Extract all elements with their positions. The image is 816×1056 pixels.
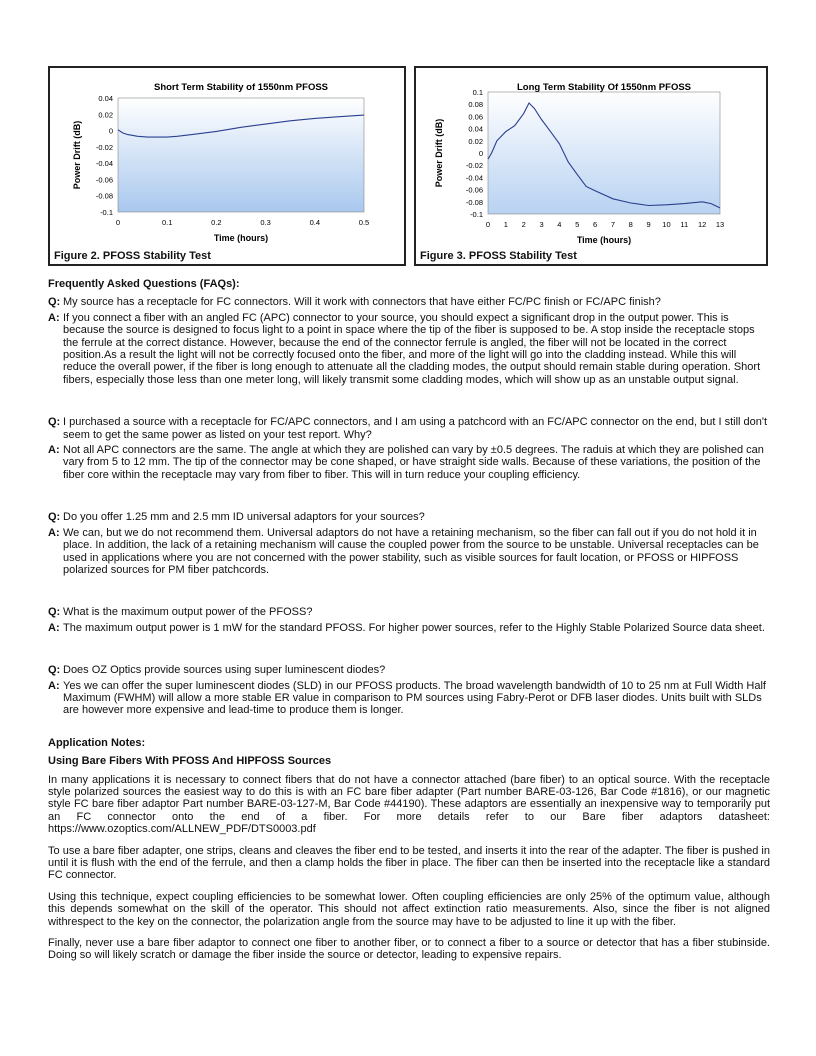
faq-item [48,416,770,481]
answer-text: Yes we can offer the super luminescent diodes (SLD) in our PFOSS products. The broad wavelength bandwidth of 10 to 25 nm at Full Width Half Maximum (FWHM) will allow a more stable ER value in comparison to PM sources using Fabry-Perot or DFB laser diodes. Units built with SLDs are however more expensive and lead-time to produce them is longer. [63,679,766,717]
question-text: Does OZ Optics provide sources using super luminescent diodes? [63,664,386,677]
question-text: What is the maximum output power of the PFOSS? [63,606,313,619]
app-note-paragraph: Using this technique, expect coupling efficiencies to be somewhat lower. Often coupling efficiencies are only 25% of the optimum value, although this depends somewhat on the skill of the operator. This should not affect extinction ratio measurements. Also, since the fiber is not aligned withrespect to the key on the connector, the polarization angle from the source may have to be adjusted to line it up with the fiber. [48,890,770,928]
answer-label: A: [48,311,60,324]
figure-2 [48,66,406,266]
plot-area [488,92,720,214]
short-term-stability-chart [50,68,404,264]
chart-title: Long Term Stability Of 1550nm PFOSS [516,82,692,93]
x-tick-label: 9 [646,220,651,229]
y-tick-label: -0.02 [95,142,113,152]
chart-title: Short Term Stability of 1550nm PFOSS [153,82,329,93]
figure-divider [406,66,414,266]
x-tick-label: 0.3 [260,218,271,227]
y-tick-label: -0.04 [95,159,113,169]
x-tick-label: 13 [715,220,725,229]
faq-item [48,296,770,386]
x-axis-label: Time (hours) [213,233,269,243]
answer-text: We can, but we do not recommend them. Universal adaptors do not have a retaining mechanism, so the fiber can fall out if you do not hold it in place. In addition, the lack of a retaining mechanism will cause the coupled power from the source to be unstable. Universal receptacles can be used in applications where you are not concerned with the power stability, such as visible sources for fault location, or PFOSS or HIPFOSS polarized sources for PM fiber patchcords. [63,526,759,576]
x-axis-label: Time (hours) [576,235,632,245]
y-tick-label: -0.06 [465,185,483,195]
y-tick-label: 0.08 [468,100,483,110]
y-axis-label: Power Drift (dB) [72,120,82,190]
faq-item [48,664,770,717]
y-tick-label: -0.04 [465,173,483,183]
x-tick-label: 1 [503,220,508,229]
y-tick-label: 0.06 [468,112,483,122]
x-tick-label: 11 [680,220,689,229]
question-label: Q: [48,416,61,429]
app-note-paragraph: Finally, never use a bare fiber adaptor to connect one fiber to another fiber, or to connect a fiber to a source or detector that has a fiber stubinside. Doing so will likely scratch or damage the fiber inside the source or detector, leading to expensive repairs. [48,937,770,962]
x-tick-label: 7 [610,220,616,229]
x-tick-label: 10 [662,220,671,229]
faq-answer [48,527,770,577]
question-text: Do you offer 1.25 mm and 2.5 mm ID universal adaptors for your sources? [63,511,425,524]
question-label: Q: [48,664,61,677]
answer-label: A: [48,621,60,634]
answer-text: The maximum output power is 1 mW for the standard PFOSS. For higher power sources, refer to the Highly Stable Polarized Source data sheet. [63,621,765,634]
faq-answer [48,444,770,481]
app-notes-heading: Application Notes: [48,736,146,749]
y-tick-label: -0.08 [95,191,113,201]
app-note-paragraph: To use a bare fiber adapter, one strips, cleans and cleaves the fiber end to be tested, and inserts it into the rear of the adapter. The fiber is pushed in until it is flush with the end of the ferrule, and then a clamp holds the fiber in place. The fiber can then be inserted into the receptacle like a standard FC connector. [48,844,770,882]
x-tick-label: 2 [521,220,526,229]
x-tick-label: 5 [575,220,580,229]
y-tick-label: 0 [478,149,483,158]
question-label: Q: [48,606,61,619]
faq-question [48,511,770,523]
answer-text: Not all APC connectors are the same. The angle at which they are polished can vary by ±0.5 degrees. The raduis at which they are polished can vary from 5 to 12 mm. The tip of the connector may be cone shaped, or have straight side walls. Because of these variations, the position of the fiber core within the receptacle may vary from fiber to fiber. This will in turn reduce your coupling efficiency. [63,444,764,481]
y-tick-label: -0.1 [470,210,483,219]
plot-area [118,98,364,212]
long-term-stability-chart [416,68,766,264]
figure-3 [414,66,768,266]
x-tick-label: 0.4 [309,218,321,227]
x-tick-label: 12 [697,220,707,229]
faq-question [48,416,770,441]
y-tick-label: 0.02 [98,110,113,120]
y-tick-label: 0.1 [472,88,483,97]
figure-2-caption: Figure 2. PFOSS Stability Test [54,250,211,262]
y-tick-label: -0.06 [95,175,113,185]
faq-question [48,664,770,676]
y-tick-label: -0.1 [100,208,113,217]
faq-heading: Frequently Asked Questions (FAQs): [48,278,240,290]
answer-label: A: [48,679,60,692]
x-tick-label: 0 [115,218,121,227]
question-label: Q: [48,511,61,524]
faq-answer [48,622,770,634]
app-notes-subheading: Using Bare Fibers With PFOSS And HIPFOSS Sources [48,755,332,768]
faq-item [48,606,770,634]
x-tick-label: 0.2 [211,218,222,227]
x-tick-label: 3 [539,220,544,229]
x-tick-label: 6 [592,220,598,229]
question-text: I purchased a source with a receptacle for FC/APC connectors, and I am using a patchcord with an FC/APC connector on the end, but I still don't seem to get the same power as listed on your test report. Why? [63,416,768,441]
faq-question [48,606,770,618]
faq-question [48,296,770,308]
answer-label: A: [48,444,60,457]
faq-answer [48,680,770,717]
y-tick-label: 0.04 [98,94,113,103]
answer-label: A: [48,526,60,539]
y-axis-label: Power Drift (dB) [434,118,444,188]
y-tick-label: -0.02 [465,161,483,171]
app-note-paragraph: In many applications it is necessary to connect fibers that do not have a connector attached (bare fiber) to an optical source. With the receptacle style polarized sources the easiest way to do this is with an FC bare fiber adapter (Part number BARE-03-126, Bar Code #1816), or our magnetic style FC bare fiber adaptor Part number BARE-03-127-M, Bar Code #44190). These adaptors are essentially an inexpensive way to temporarily put an FC connector onto the end of a fiber. For more details refer to our Bare fiber adaptors datasheet: https://www.ozoptics.com/ALLNEW_PDF/DTS0003.pdf [48,773,770,836]
faq-answer [48,312,770,386]
document-body [48,274,770,971]
x-tick-label: 0.1 [161,218,173,227]
faq-item [48,511,770,576]
y-tick-label: 0 [108,126,113,136]
x-tick-label: 0 [485,220,491,229]
x-tick-label: 0.5 [358,218,370,227]
figure-3-caption: Figure 3. PFOSS Stability Test [420,250,577,262]
y-tick-label: 0.04 [468,124,483,134]
answer-text: If you connect a fiber with an angled FC (APC) connector to your source, you should expect a significant drop in the output power. This is because the source is designed to focus light to a point in space where the tip of the fiber is supposed to be. A stop inside the receptacle stops the ferrule at the correct distance. However, because the end of the connector ferrule is angled, the fiber will not be located in the correct position.As a result the light will not be correctly focused onto the fiber, and more of the light will go into the cladding instead. While this will reduce the overall power, if the fiber is long enough to attenuate all the cladding modes, the output should remain stable during operation. Short fibers, especially those less than one meter long, will likely transmit some cladding modes, which will show up as an unstable output signal. [63,311,761,386]
question-text: My source has a receptacle for FC connectors. Will it work with connectors that have either FC/PC finish or FC/APC finish? [63,296,661,309]
x-tick-label: 4 [557,220,562,229]
x-tick-label: 8 [628,220,633,229]
y-tick-label: 0.02 [468,136,483,146]
question-label: Q: [48,296,61,309]
y-tick-label: -0.08 [465,197,483,207]
